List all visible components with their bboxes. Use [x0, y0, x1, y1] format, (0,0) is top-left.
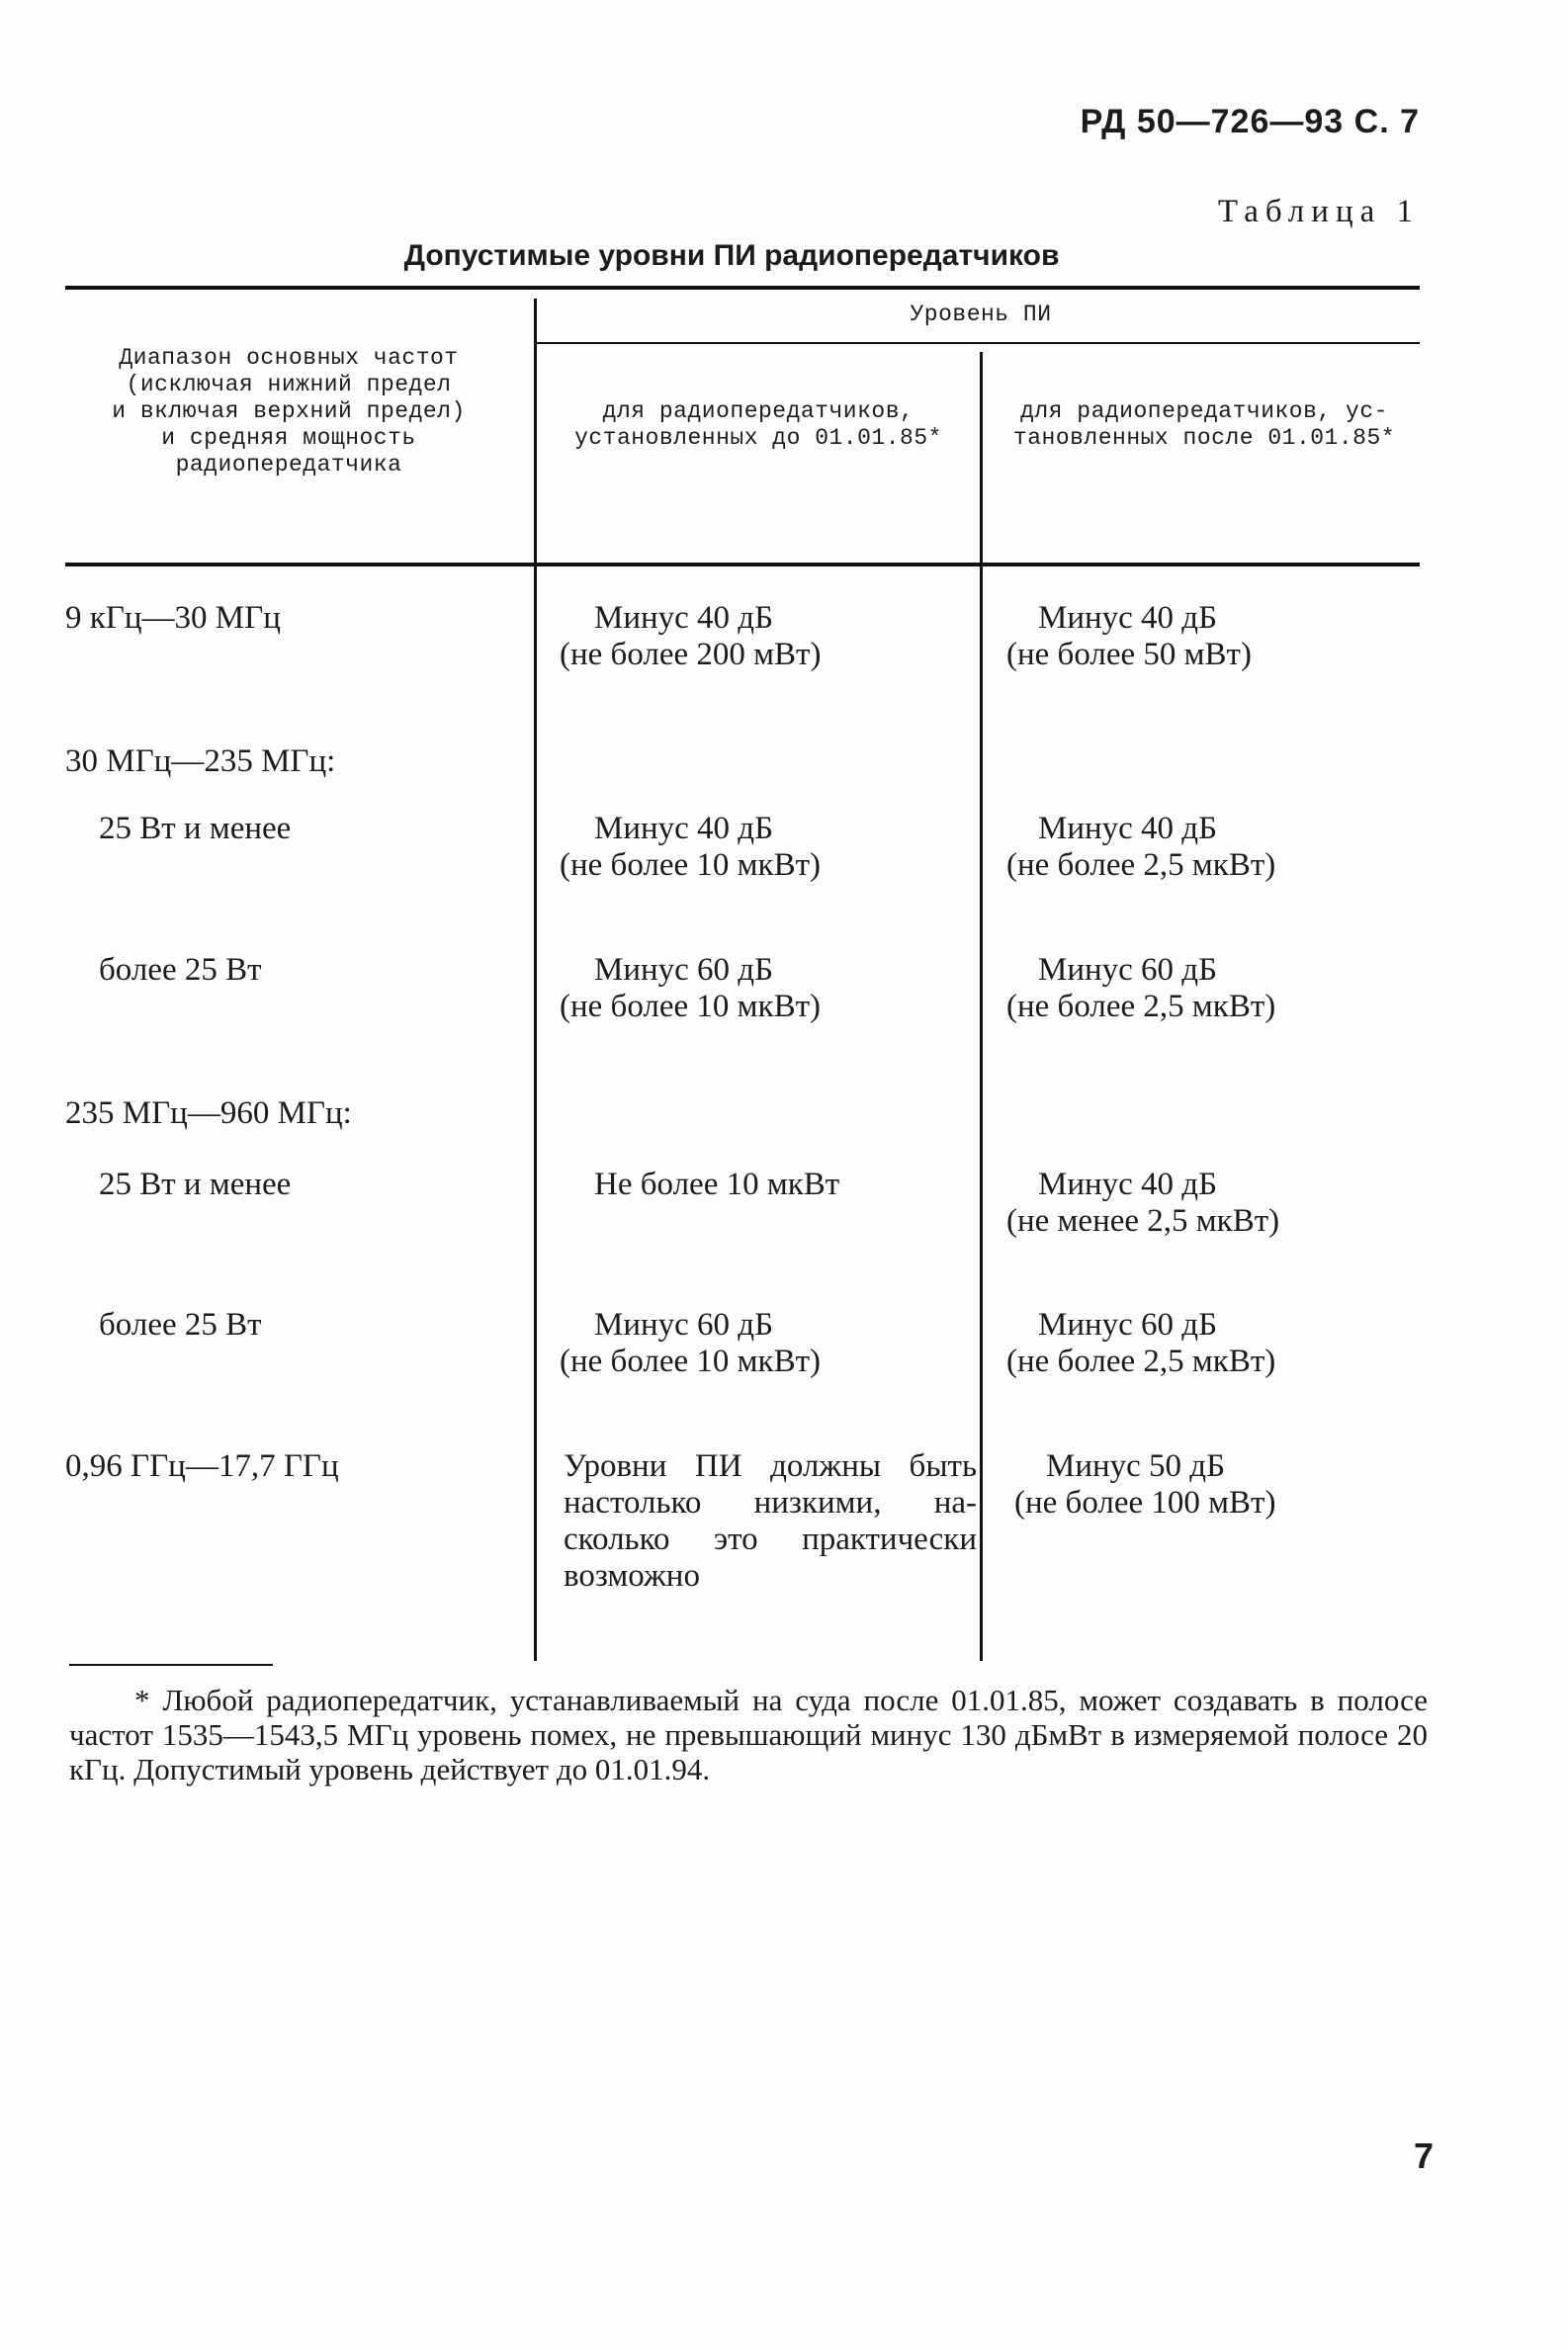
range-cell: 25 Вт и менее [99, 1167, 292, 1202]
after-line: Минус 60 дБ [1038, 1307, 1218, 1343]
range-section-cell: 235 МГц—960 МГц: [65, 1095, 352, 1131]
after-line: Минус 40 дБ [1038, 1167, 1218, 1202]
range-cell: 9 кГц—30 МГц [65, 600, 281, 636]
column-header-before [542, 398, 975, 452]
before-line: Минус 40 дБ [594, 600, 774, 636]
range-cell: более 25 Вт [99, 1307, 262, 1343]
after-line: (не более 2,5 мкВт) [1006, 847, 1276, 883]
column-header-range [61, 345, 516, 479]
after-line: (не более 2,5 мкВт) [1006, 989, 1276, 1024]
range-section-cell: 30 МГц—235 МГц: [65, 743, 336, 779]
column-header-range-line: (исключая нижний предел [126, 372, 452, 397]
after-cell [1006, 1167, 1279, 1240]
range-cell: 25 Вт и менее [99, 811, 292, 846]
before-line: (не более 10 мкВт) [560, 1344, 821, 1379]
column-header-after-line: тановленных после 01.01.85* [1012, 425, 1396, 451]
after-line: (не более 100 мВт) [1014, 1485, 1276, 1521]
after-cell [1006, 811, 1275, 884]
page-header: РД 50—726—93 С. 7 [1080, 103, 1420, 140]
page-number: 7 [1414, 2135, 1435, 2176]
before-line: Минус 60 дБ [594, 1307, 774, 1343]
table-title: Допустимые уровни ПИ радиопередатчиков [403, 239, 1060, 272]
before-line: Минус 60 дБ [594, 952, 774, 988]
table-top-rule [65, 286, 1420, 290]
after-line: Минус 40 дБ [1038, 600, 1218, 636]
column-header-after [987, 398, 1422, 452]
column-header-range-line: и средняя мощность [161, 425, 416, 451]
column-divider-1 [534, 299, 537, 1661]
footnote-text: * Любой радиопередатчик, устанавливаемый на суда после 01.01.85, может создавать в полосе частот 1535—1543,5 МГц уровень помех, не превышающий минус 130 дБмВт в измеряемой полосе 20 кГц. Допустимый уровень действует до 01.01.94. [69, 1683, 1428, 1786]
column-divider-2 [980, 352, 983, 1661]
column-header-range-line: Диапазон основных частот [119, 345, 459, 371]
column-header-before-line: установленных до 01.01.85* [574, 425, 942, 451]
before-line: возможно [564, 1558, 700, 1594]
before-line: Уровни ПИ должны быть [564, 1448, 977, 1484]
after-cell [1006, 600, 1252, 673]
footnote-rule [69, 1664, 273, 1666]
column-header-range-line: и включая верхний предел) [112, 398, 466, 424]
before-cell [560, 811, 821, 884]
after-line: (не менее 2,5 мкВт) [1006, 1203, 1280, 1239]
after-cell [1006, 1307, 1275, 1380]
column-group-header: Уровень ПИ [910, 302, 1052, 327]
column-header-after-line: для радиопередатчиков, ус- [1020, 398, 1388, 424]
after-line: (не более 50 мВт) [1006, 637, 1252, 672]
header-group-rule [536, 342, 1420, 344]
before-cell [560, 1167, 839, 1203]
range-cell: 0,96 ГГц—17,7 ГГц [65, 1448, 339, 1484]
before-cell [560, 600, 821, 673]
before-line: сколько это практически [564, 1522, 977, 1557]
after-line: (не более 2,5 мкВт) [1006, 1344, 1276, 1379]
before-cell [560, 952, 821, 1025]
before-line: Минус 40 дБ [594, 811, 774, 846]
before-line: Не более 10 мкВт [594, 1167, 840, 1202]
after-line: Минус 40 дБ [1038, 811, 1218, 846]
column-header-before-line: для радиопередатчиков, [602, 398, 915, 424]
after-cell [1006, 952, 1275, 1025]
after-line: Минус 50 дБ [1046, 1448, 1226, 1484]
table-label: Таблица 1 [1217, 194, 1420, 229]
after-cell [1014, 1448, 1275, 1522]
before-line: (не более 10 мкВт) [560, 989, 821, 1024]
after-line: Минус 60 дБ [1038, 952, 1218, 988]
column-header-range-line: радиопередатчика [175, 452, 402, 478]
before-line: настолько низкими, на- [564, 1485, 977, 1521]
range-cell: более 25 Вт [99, 952, 262, 988]
before-line: (не более 10 мкВт) [560, 847, 821, 883]
header-bottom-rule [65, 563, 1420, 566]
before-cell [564, 1448, 977, 1595]
before-cell [560, 1307, 821, 1380]
before-line: (не более 200 мВт) [560, 637, 822, 672]
